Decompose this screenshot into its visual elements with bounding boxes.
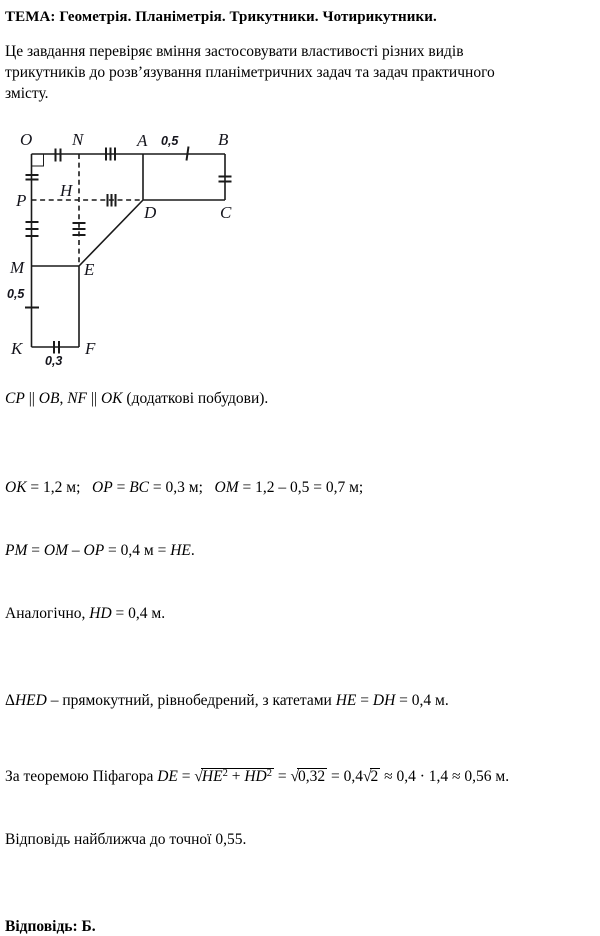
intro-line-1: Це завдання перевіряє вміння застосовувати властивості різних видів: [5, 43, 464, 60]
figure-dashed-lines: [32, 154, 144, 266]
point-label-D: D: [144, 203, 157, 222]
measure-label-AB: 0,5: [161, 134, 179, 148]
point-label-E: E: [84, 260, 95, 279]
pythagoras-block: [5, 724, 594, 892]
point-label-P: P: [16, 191, 27, 210]
construction-note: CP || OB, NF || OK (додаткові побудови).: [5, 390, 269, 407]
tick-HD-triple: [108, 194, 116, 207]
intro-line-2: трикутників до розв’язування планіметричних задач та задач практичного: [5, 64, 495, 81]
point-label-K: K: [11, 339, 23, 358]
point-label-C: C: [220, 203, 232, 222]
tick-ON-double: [56, 149, 61, 162]
point-label-F: F: [85, 339, 96, 358]
calc-line-2: PM = OM – OP = 0,4 м = HE.: [5, 542, 195, 559]
point-label-M: M: [10, 258, 25, 277]
figure-svg: [0, 129, 260, 375]
point-labels: [9, 130, 232, 358]
geometry-figure: [0, 129, 594, 375]
closest-answer-line: Відповідь найближча до точної 0,55.: [5, 831, 247, 848]
calc-line-3: Аналогічно, HD = 0,4 м.: [5, 605, 166, 622]
calc-line-1: OK = 1,2 м; OP = BC = 0,3 м; OM = 1,2 – 0,5 = 0,7 м;: [5, 479, 364, 496]
measure-label-KF: 0,3: [45, 354, 63, 368]
right-angle-icon: [32, 154, 44, 166]
measure-label-MK: 0,5: [7, 287, 25, 301]
point-label-H: H: [60, 181, 73, 200]
intro-paragraph: [5, 41, 594, 104]
triangle-property-note: ΔHED – прямокутний, рівнобедрений, з катетами HE = DH = 0,4 м.: [5, 692, 449, 709]
point-label-A: A: [137, 131, 148, 150]
intro-line-3: змісту.: [5, 85, 49, 102]
length-calculations: [5, 435, 594, 666]
point-label-O: O: [20, 130, 33, 149]
page-title: ТЕМА: Геометрія. Планіметрія. Трикутники. Чотирикутники.: [5, 9, 437, 25]
point-label-N: N: [72, 130, 84, 149]
answer-line: Відповідь: Б.: [5, 918, 96, 935]
tick-marks: [25, 147, 232, 354]
pythagoras-line: За теоремою Піфагора DE = $√HE^2 + HD^2 = √0,32 = 0,4√2 \approx 0,4 \cdot 1,4 \approx 0,56$ м.: [5, 768, 510, 785]
tick-AB-single: [187, 147, 189, 161]
point-label-B: B: [218, 130, 229, 149]
